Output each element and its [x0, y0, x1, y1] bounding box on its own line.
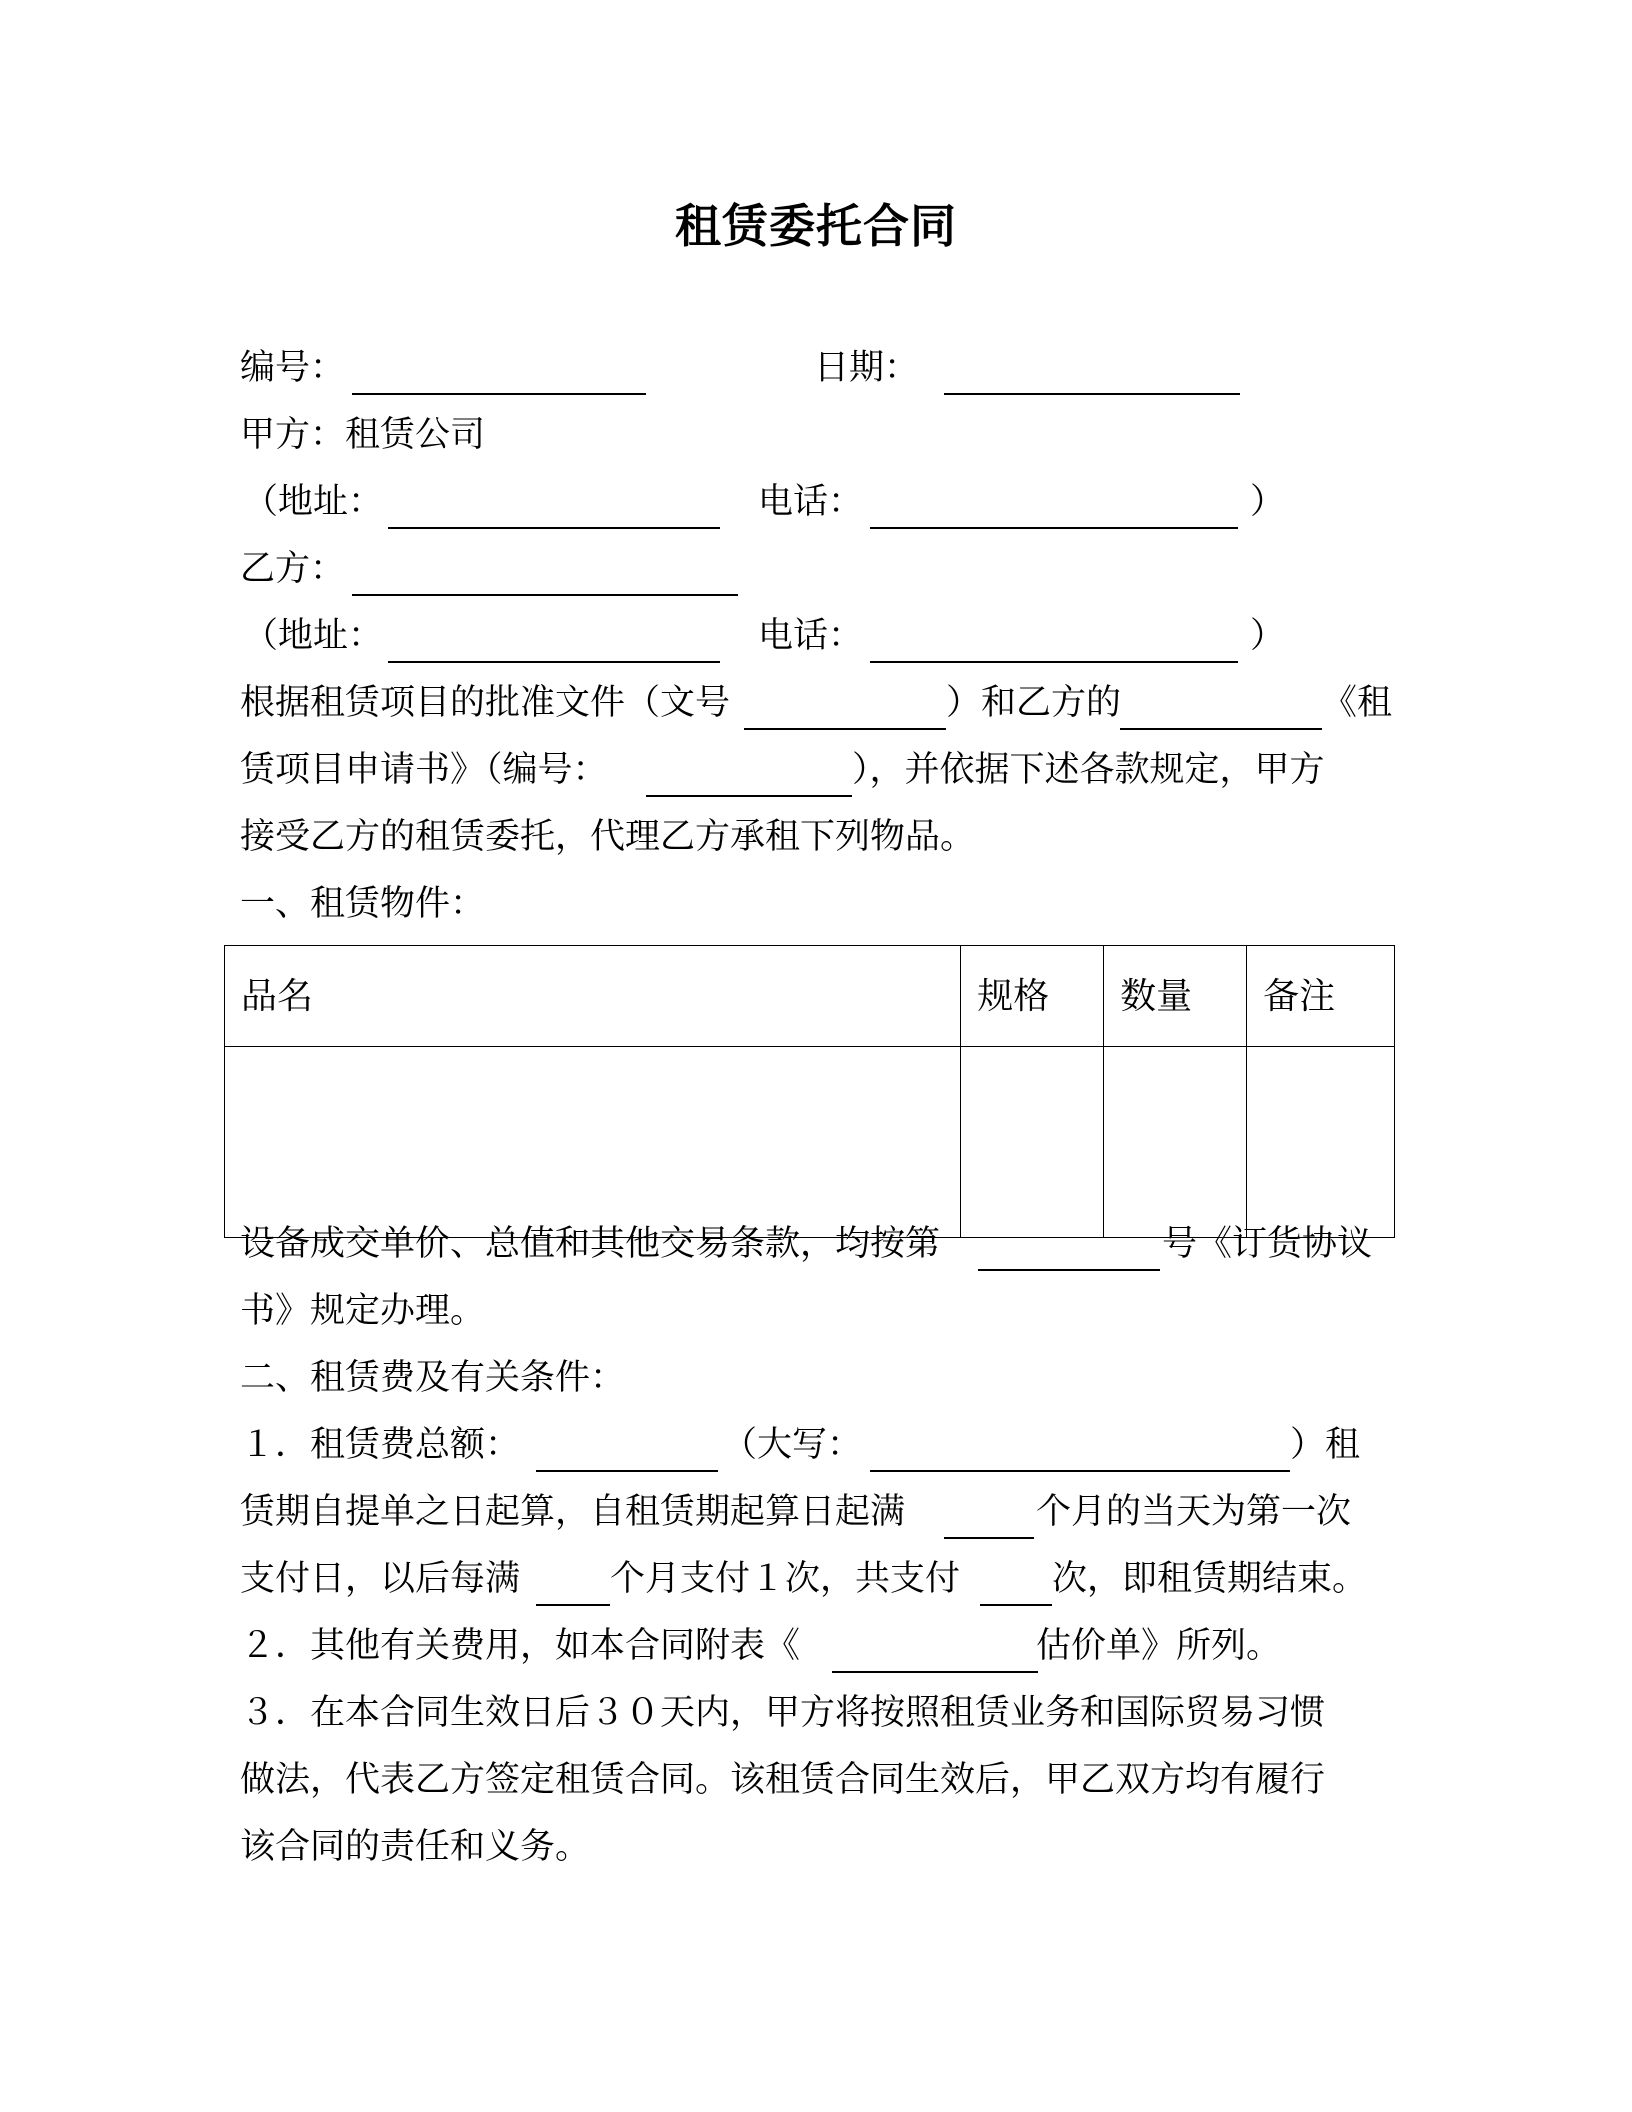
party-a-phone-label: 电话：: [758, 482, 864, 522]
table-header-remarks: 备注: [1247, 946, 1395, 1047]
party-a-address-label: （地址：: [243, 482, 384, 522]
intro-line2-a: 赁项目申请书》（编号：: [240, 750, 608, 790]
clause1-line1-c: ）租: [1290, 1425, 1361, 1465]
party-b-address-blank[interactable]: [388, 625, 720, 663]
clause3-line2: 做法，代表乙方签定租赁合同。该租赁合同生效后，甲乙双方均有履行: [240, 1760, 1326, 1800]
table-cell-item-name[interactable]: [225, 1047, 961, 1238]
clause2-a: ２．其他有关费用，如本合同附表《: [240, 1626, 801, 1666]
clause1-line3-a: 支付日，以后每满: [240, 1559, 521, 1599]
table-cell-remarks[interactable]: [1247, 1047, 1395, 1238]
party-b-phone-label: 电话：: [758, 616, 864, 656]
rent-total-uppercase-blank[interactable]: [870, 1434, 1290, 1472]
section1-after-a: 设备成交单价、总值和其他交易条款，均按第: [240, 1224, 941, 1264]
table-header-quantity: 数量: [1104, 946, 1247, 1047]
clause1-line3-b: 个月支付１次，共支付: [610, 1559, 961, 1599]
clause1-line1-b: （大写：: [722, 1425, 863, 1465]
number-label: 编号：: [240, 348, 346, 388]
party-b-name-blank[interactable]: [352, 558, 738, 596]
payment-count-blank[interactable]: [980, 1568, 1052, 1606]
first-payment-months-blank[interactable]: [944, 1501, 1034, 1539]
date-blank[interactable]: [944, 357, 1240, 395]
clause3-line1: ３．在本合同生效日后３０天内，甲方将按照租赁业务和国际贸易习惯: [240, 1693, 1326, 1733]
party-b-phone-blank[interactable]: [870, 625, 1238, 663]
party-a-label: 甲方：租赁公司: [240, 415, 486, 455]
table-header-spec: 规格: [961, 946, 1104, 1047]
approval-doc-number-blank[interactable]: [744, 692, 946, 730]
application-number-blank[interactable]: [646, 759, 852, 797]
party-b-doc-blank[interactable]: [1120, 692, 1322, 730]
lease-items-table: [224, 945, 1395, 1238]
table-cell-spec[interactable]: [961, 1047, 1104, 1238]
page-title: 租赁委托合同: [675, 199, 957, 253]
number-blank[interactable]: [352, 357, 646, 395]
appendix-name-blank[interactable]: [832, 1635, 1038, 1673]
clause3-line3: 该合同的责任和义务。: [240, 1827, 591, 1867]
date-label: 日期：: [814, 348, 920, 388]
intro-line1-b: ）和乙方的: [946, 683, 1122, 723]
clause2-b: 估价单》所列。: [1036, 1626, 1282, 1666]
party-a-address-blank[interactable]: [388, 491, 720, 529]
rent-total-blank[interactable]: [536, 1434, 718, 1472]
party-a-close-paren: ）: [1250, 482, 1286, 522]
clause1-line2-a: 赁期自提单之日起算，自租赁期起算日起满: [240, 1492, 906, 1532]
section1-heading: 一、租赁物件：: [240, 884, 486, 924]
party-b-label: 乙方：: [240, 549, 346, 589]
clause1-line3-c: 次，即租赁期结束。: [1052, 1559, 1368, 1599]
intro-line3: 接受乙方的租赁委托，代理乙方承租下列物品。: [240, 817, 976, 857]
table-header-row: [225, 946, 1395, 1047]
order-agreement-number-blank[interactable]: [978, 1233, 1160, 1271]
section2-heading: 二、租赁费及有关条件：: [240, 1358, 626, 1398]
intro-line2-b: ），并依据下述各款规定，甲方: [852, 750, 1325, 790]
section1-after-b: 号《订货协议: [1162, 1224, 1373, 1264]
party-b-close-paren: ）: [1250, 616, 1286, 656]
intro-line1-a: 根据租赁项目的批准文件（文号: [240, 683, 731, 723]
clause1-line1-a: １．租赁费总额：: [240, 1425, 521, 1465]
table-header-item-name: 品名: [225, 946, 961, 1047]
table-row: [225, 1047, 1395, 1238]
table-cell-quantity[interactable]: [1104, 1047, 1247, 1238]
clause1-line2-b: 个月的当天为第一次: [1036, 1492, 1352, 1532]
intro-line1-c: 《租: [1322, 683, 1393, 723]
payment-interval-months-blank[interactable]: [536, 1568, 610, 1606]
section1-after-c: 书》规定办理。: [240, 1291, 486, 1331]
party-a-phone-blank[interactable]: [870, 491, 1238, 529]
party-b-address-label: （地址：: [243, 616, 384, 656]
